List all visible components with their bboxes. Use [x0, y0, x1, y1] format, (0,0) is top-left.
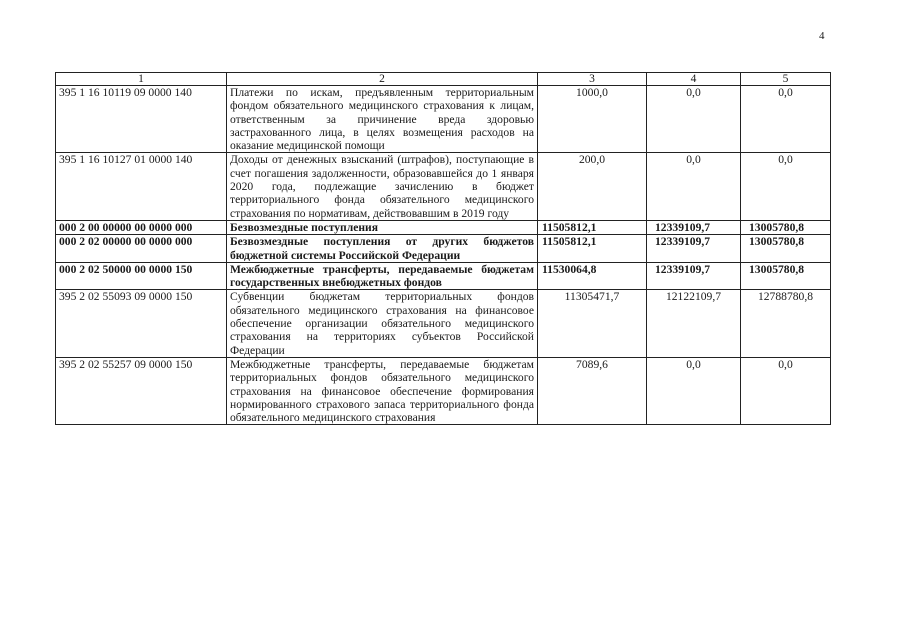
budget-code: 000 2 00 00000 00 0000 000	[56, 220, 227, 234]
income-description: Межбюджетные трансферты, передаваемые бюджетам государственных внебюджетных фондов	[227, 262, 538, 290]
amount-year-3: 0,0	[741, 86, 831, 153]
budget-code: 395 1 16 10127 01 0000 140	[56, 153, 227, 220]
table-row	[56, 262, 831, 290]
table-row	[56, 153, 831, 220]
budget-code: 395 2 02 55093 09 0000 150	[56, 290, 227, 357]
income-description: Платежи по искам, предъявленным территориальным фондом обязательного медицинского страхования к лицам, ответственным за причинение вреда здоровью застрахованного лица, в целях возмещения расходов на оказание медицинской помощи	[227, 86, 538, 153]
budget-revenue-table	[55, 72, 831, 425]
table-row	[56, 290, 831, 357]
amount-year-2: 12339109,7	[647, 262, 741, 290]
table-row	[56, 357, 831, 424]
amount-year-2: 12122109,7	[647, 290, 741, 357]
column-header: 2	[227, 73, 538, 86]
table-row	[56, 86, 831, 153]
table-header-row	[56, 73, 831, 86]
budget-code: 000 2 02 00000 00 0000 000	[56, 235, 227, 263]
income-description: Межбюджетные трансферты, передаваемые бюджетам территориальных фондов обязательного медицинского страхования на финансовое обеспечение формирования нормированного страхового запаса территориального фонда обязательного медицинского страхования	[227, 357, 538, 424]
amount-year-1: 11505812,1	[538, 235, 647, 263]
amount-year-1: 200,0	[538, 153, 647, 220]
column-header: 3	[538, 73, 647, 86]
budget-code: 000 2 02 50000 00 0000 150	[56, 262, 227, 290]
page-number: 4	[819, 30, 825, 42]
table-row	[56, 235, 831, 263]
income-description: Субвенции бюджетам территориальных фондов обязательного медицинского страхования на финансовое обеспечение организации обязательного медицинского страхования на территориях субъектов Российской Федерации	[227, 290, 538, 357]
income-description: Безвозмездные поступления	[227, 220, 538, 234]
column-header: 5	[741, 73, 831, 86]
amount-year-1: 11505812,1	[538, 220, 647, 234]
income-description: Доходы от денежных взысканий (штрафов), поступающие в счет погашения задолженности, образовавшейся до 1 января 2020 года, подлежащие зачислению в бюджет территориального фонда обязательного медицинского страхования по нормативам, действовавшим в 2019 году	[227, 153, 538, 220]
amount-year-2: 0,0	[647, 86, 741, 153]
income-description: Безвозмездные поступления от других бюджетов бюджетной системы Российской Федерации	[227, 235, 538, 263]
budget-code: 395 2 02 55257 09 0000 150	[56, 357, 227, 424]
amount-year-2: 12339109,7	[647, 220, 741, 234]
table-row	[56, 220, 831, 234]
budget-code: 395 1 16 10119 09 0000 140	[56, 86, 227, 153]
amount-year-2: 12339109,7	[647, 235, 741, 263]
amount-year-1: 11305471,7	[538, 290, 647, 357]
amount-year-2: 0,0	[647, 357, 741, 424]
amount-year-2: 0,0	[647, 153, 741, 220]
amount-year-3: 13005780,8	[741, 235, 831, 263]
amount-year-1: 1000,0	[538, 86, 647, 153]
amount-year-1: 7089,6	[538, 357, 647, 424]
amount-year-3: 13005780,8	[741, 262, 831, 290]
amount-year-1: 11530064,8	[538, 262, 647, 290]
column-header: 4	[647, 73, 741, 86]
amount-year-3: 12788780,8	[741, 290, 831, 357]
amount-year-3: 0,0	[741, 357, 831, 424]
amount-year-3: 0,0	[741, 153, 831, 220]
amount-year-3: 13005780,8	[741, 220, 831, 234]
column-header: 1	[56, 73, 227, 86]
